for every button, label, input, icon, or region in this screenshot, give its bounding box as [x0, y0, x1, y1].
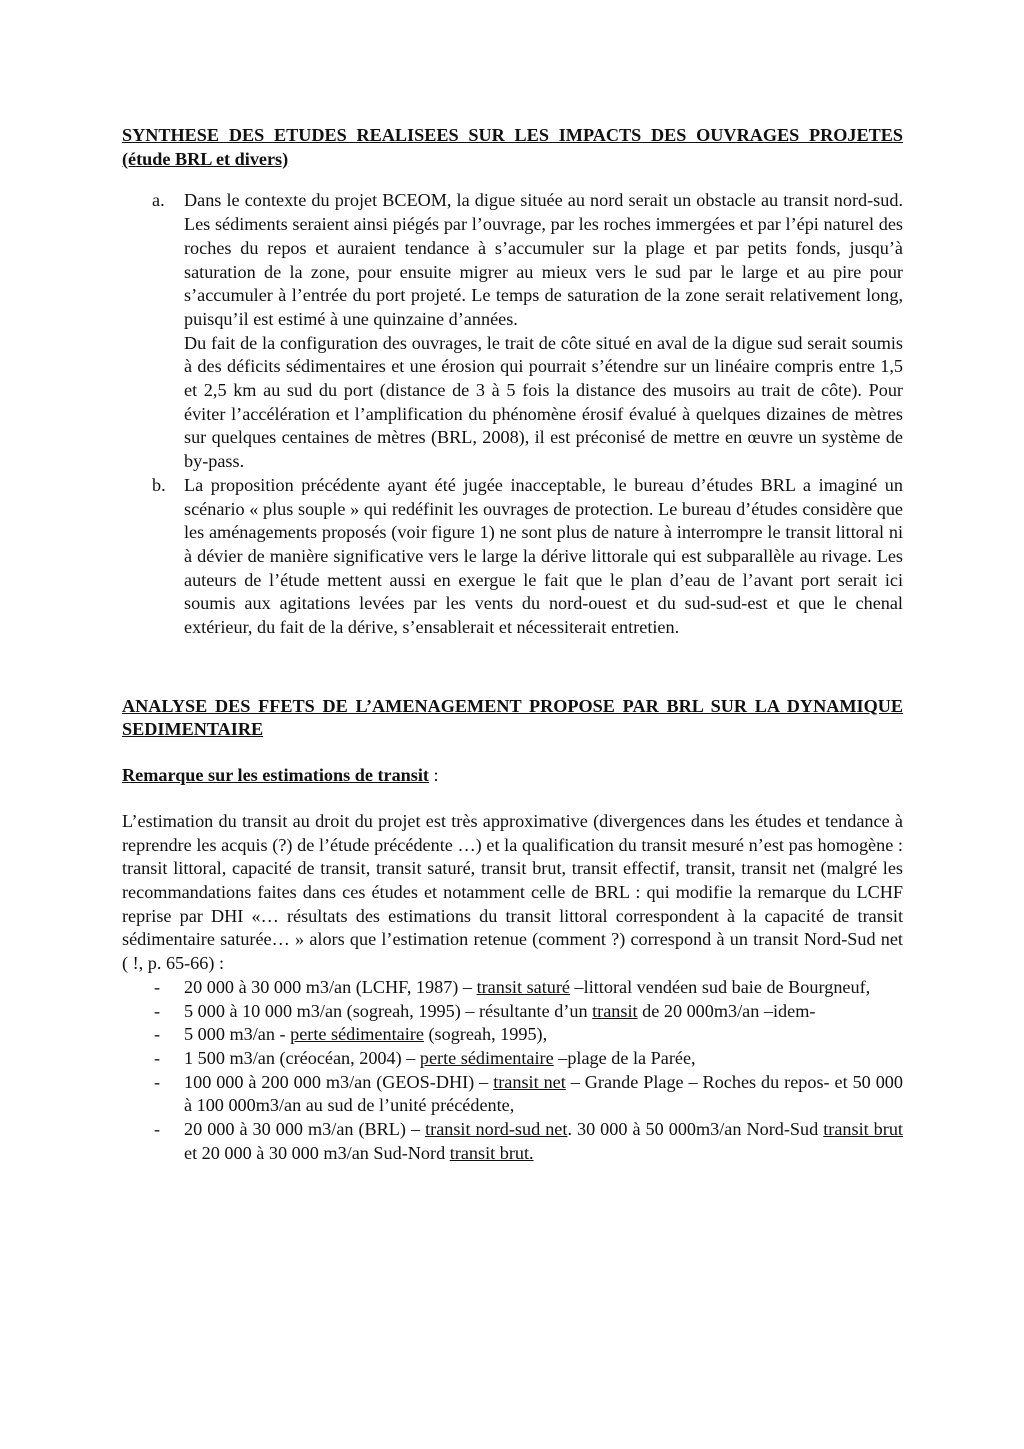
list-item-a	[122, 189, 903, 473]
dash-marker: -	[154, 976, 161, 997]
text-run: . 30 000 à 50 000m3/an Nord-Sud	[567, 1119, 824, 1140]
text-run: (sogreah, 1995),	[423, 1024, 548, 1045]
underlined-term: transit brut.	[449, 1142, 534, 1163]
text-run: et 20 000 à 30 000 m3/an Sud-Nord	[184, 1142, 450, 1163]
text-run: 5 000 à 10 000 m3/an (sogreah, 1995) – résultante d’un	[184, 1000, 593, 1021]
transit-estimates-list	[122, 976, 903, 1166]
text-run: –plage de la Parée,	[553, 1047, 696, 1068]
underlined-term: transit saturé	[476, 976, 570, 997]
paragraph: Du fait de la configuration des ouvrages, le trait de côte situé en aval de la digue sud serait soumis à des déficits sédimentaires et une érosion qui pourrait s’étendre sur un linéaire compris entre 1,5 et 2,5 km au sud du port (distance de 3 à 5 fois la distance des musoirs au trait de côte). Pour éviter l’accélération et l’amplification du phénomène érosif évalué à quelques dizaines de mètres sur quelques centaines de mètres (BRL, 2008), il est préconisé de mettre en œuvre un système de by-pass.	[184, 332, 903, 472]
text-run: 20 000 à 30 000 m3/an (LCHF, 1987) –	[184, 976, 477, 997]
text-run: 100 000 à 200 000 m3/an (GEOS-DHI) –	[184, 1071, 494, 1092]
underlined-term: perte sédimentaire	[290, 1024, 424, 1045]
subheading-suffix: :	[429, 765, 439, 786]
dash-marker: -	[154, 1024, 161, 1045]
text-run: 1 500 m3/an (créocéan, 2004) –	[184, 1047, 420, 1068]
section1-list	[122, 189, 903, 639]
dash-marker: -	[154, 1071, 161, 1092]
underlined-term: transit net	[493, 1071, 566, 1092]
list-item	[122, 1023, 903, 1047]
dash-marker: -	[154, 1000, 161, 1021]
subheading	[122, 764, 903, 788]
list-item	[122, 1118, 903, 1165]
dash-marker: -	[154, 1047, 161, 1068]
intro-paragraph: L’estimation du transit au droit du projet est très approximative (divergences dans les études et tendance à reprendre les acquis (?) de l’étude précédente …) et la qualification du transit mesuré n’est pas homogène : transit littoral, capacité de transit, transit saturé, transit brut, transit effectif, transit, transit net (malgré les recommandations faites dans ces études et notamment celle de BRL : qui modifie la remarque du LCHF reprise par DHI «… résultats des estimations du transit littoral correspondent à la capacité de transit sédimentaire saturée… » alors que l’estimation retenue (comment ?) correspond à un transit Nord-Sud net ( !, p. 65-66) :	[122, 810, 903, 974]
list-marker: b.	[152, 474, 166, 495]
text-run: 5 000 m3/an -	[184, 1024, 291, 1045]
underlined-term: transit	[592, 1000, 638, 1021]
text-run: 20 000 à 30 000 m3/an (BRL) –	[184, 1119, 426, 1140]
document-page	[122, 124, 903, 1165]
list-item	[122, 1047, 903, 1071]
list-item	[122, 1000, 903, 1024]
underlined-term: transit nord-sud net	[425, 1119, 568, 1140]
text-run: –littoral vendéen sud baie de Bourgneuf,	[570, 976, 871, 997]
underlined-term: perte sédimentaire	[419, 1047, 554, 1068]
list-item	[122, 976, 903, 1000]
paragraph: Dans le contexte du projet BCEOM, la digue située au nord serait un obstacle au transit nord-sud. Les sédiments seraient ainsi piégés par l’ouvrage, par les roches immergées et par l’épi naturel des roches du repos et auraient tendance à s’accumuler sur la plage et par petits fonds, jusqu’à saturation de la zone, pour ensuite migrer au mieux vers le sud par le large et au pire pour s’accumuler à l’entrée du port projeté. Le temps de saturation de la zone serait relativement long, puisqu’il est estimé à une quinzaine d’années.	[184, 190, 903, 329]
section2-title: ANALYSE DES FFETS DE L’AMENAGEMENT PROPOSE PAR BRL SUR LA DYNAMIQUE SEDIMENTAIRE	[122, 695, 903, 740]
underlined-term: transit brut	[823, 1119, 903, 1140]
dash-marker: -	[154, 1119, 161, 1140]
list-item	[122, 1071, 903, 1118]
section1-title: SYNTHESE DES ETUDES REALISEES SUR LES IMPACTS DES OUVRAGES PROJETES (étude BRL et divers)	[122, 125, 903, 169]
list-marker: a.	[152, 190, 165, 211]
paragraph: La proposition précédente ayant été jugée inacceptable, le bureau d’études BRL a imaginé un scénario « plus souple » qui redéfinit les ouvrages de protection. Le bureau d’études considère que les aménagements proposés (voir figure 1) ne sont plus de nature à interrompre le transit littoral ni à dévier de manière significative vers le large la dérive littorale qui est subparallèle au rivage. Les auteurs de l’étude mettent aussi en exergue le fait que le plan d’eau de l’avant port serait ici soumis aux agitations levées par les vents du nord-ouest et du sud-sud-est et que le chenal extérieur, du fait de la dérive, s’ensablerait et nécessiterait entretien.	[184, 474, 903, 638]
list-item-b	[122, 474, 903, 640]
text-run: – Grande Plage – Roches du repos- et 50 000 à 100 000m3/an au sud de l’unité précédente,	[184, 1071, 903, 1116]
text-run: de 20 000m3/an –idem-	[637, 1000, 816, 1021]
subheading-text: Remarque sur les estimations de transit	[122, 765, 429, 786]
